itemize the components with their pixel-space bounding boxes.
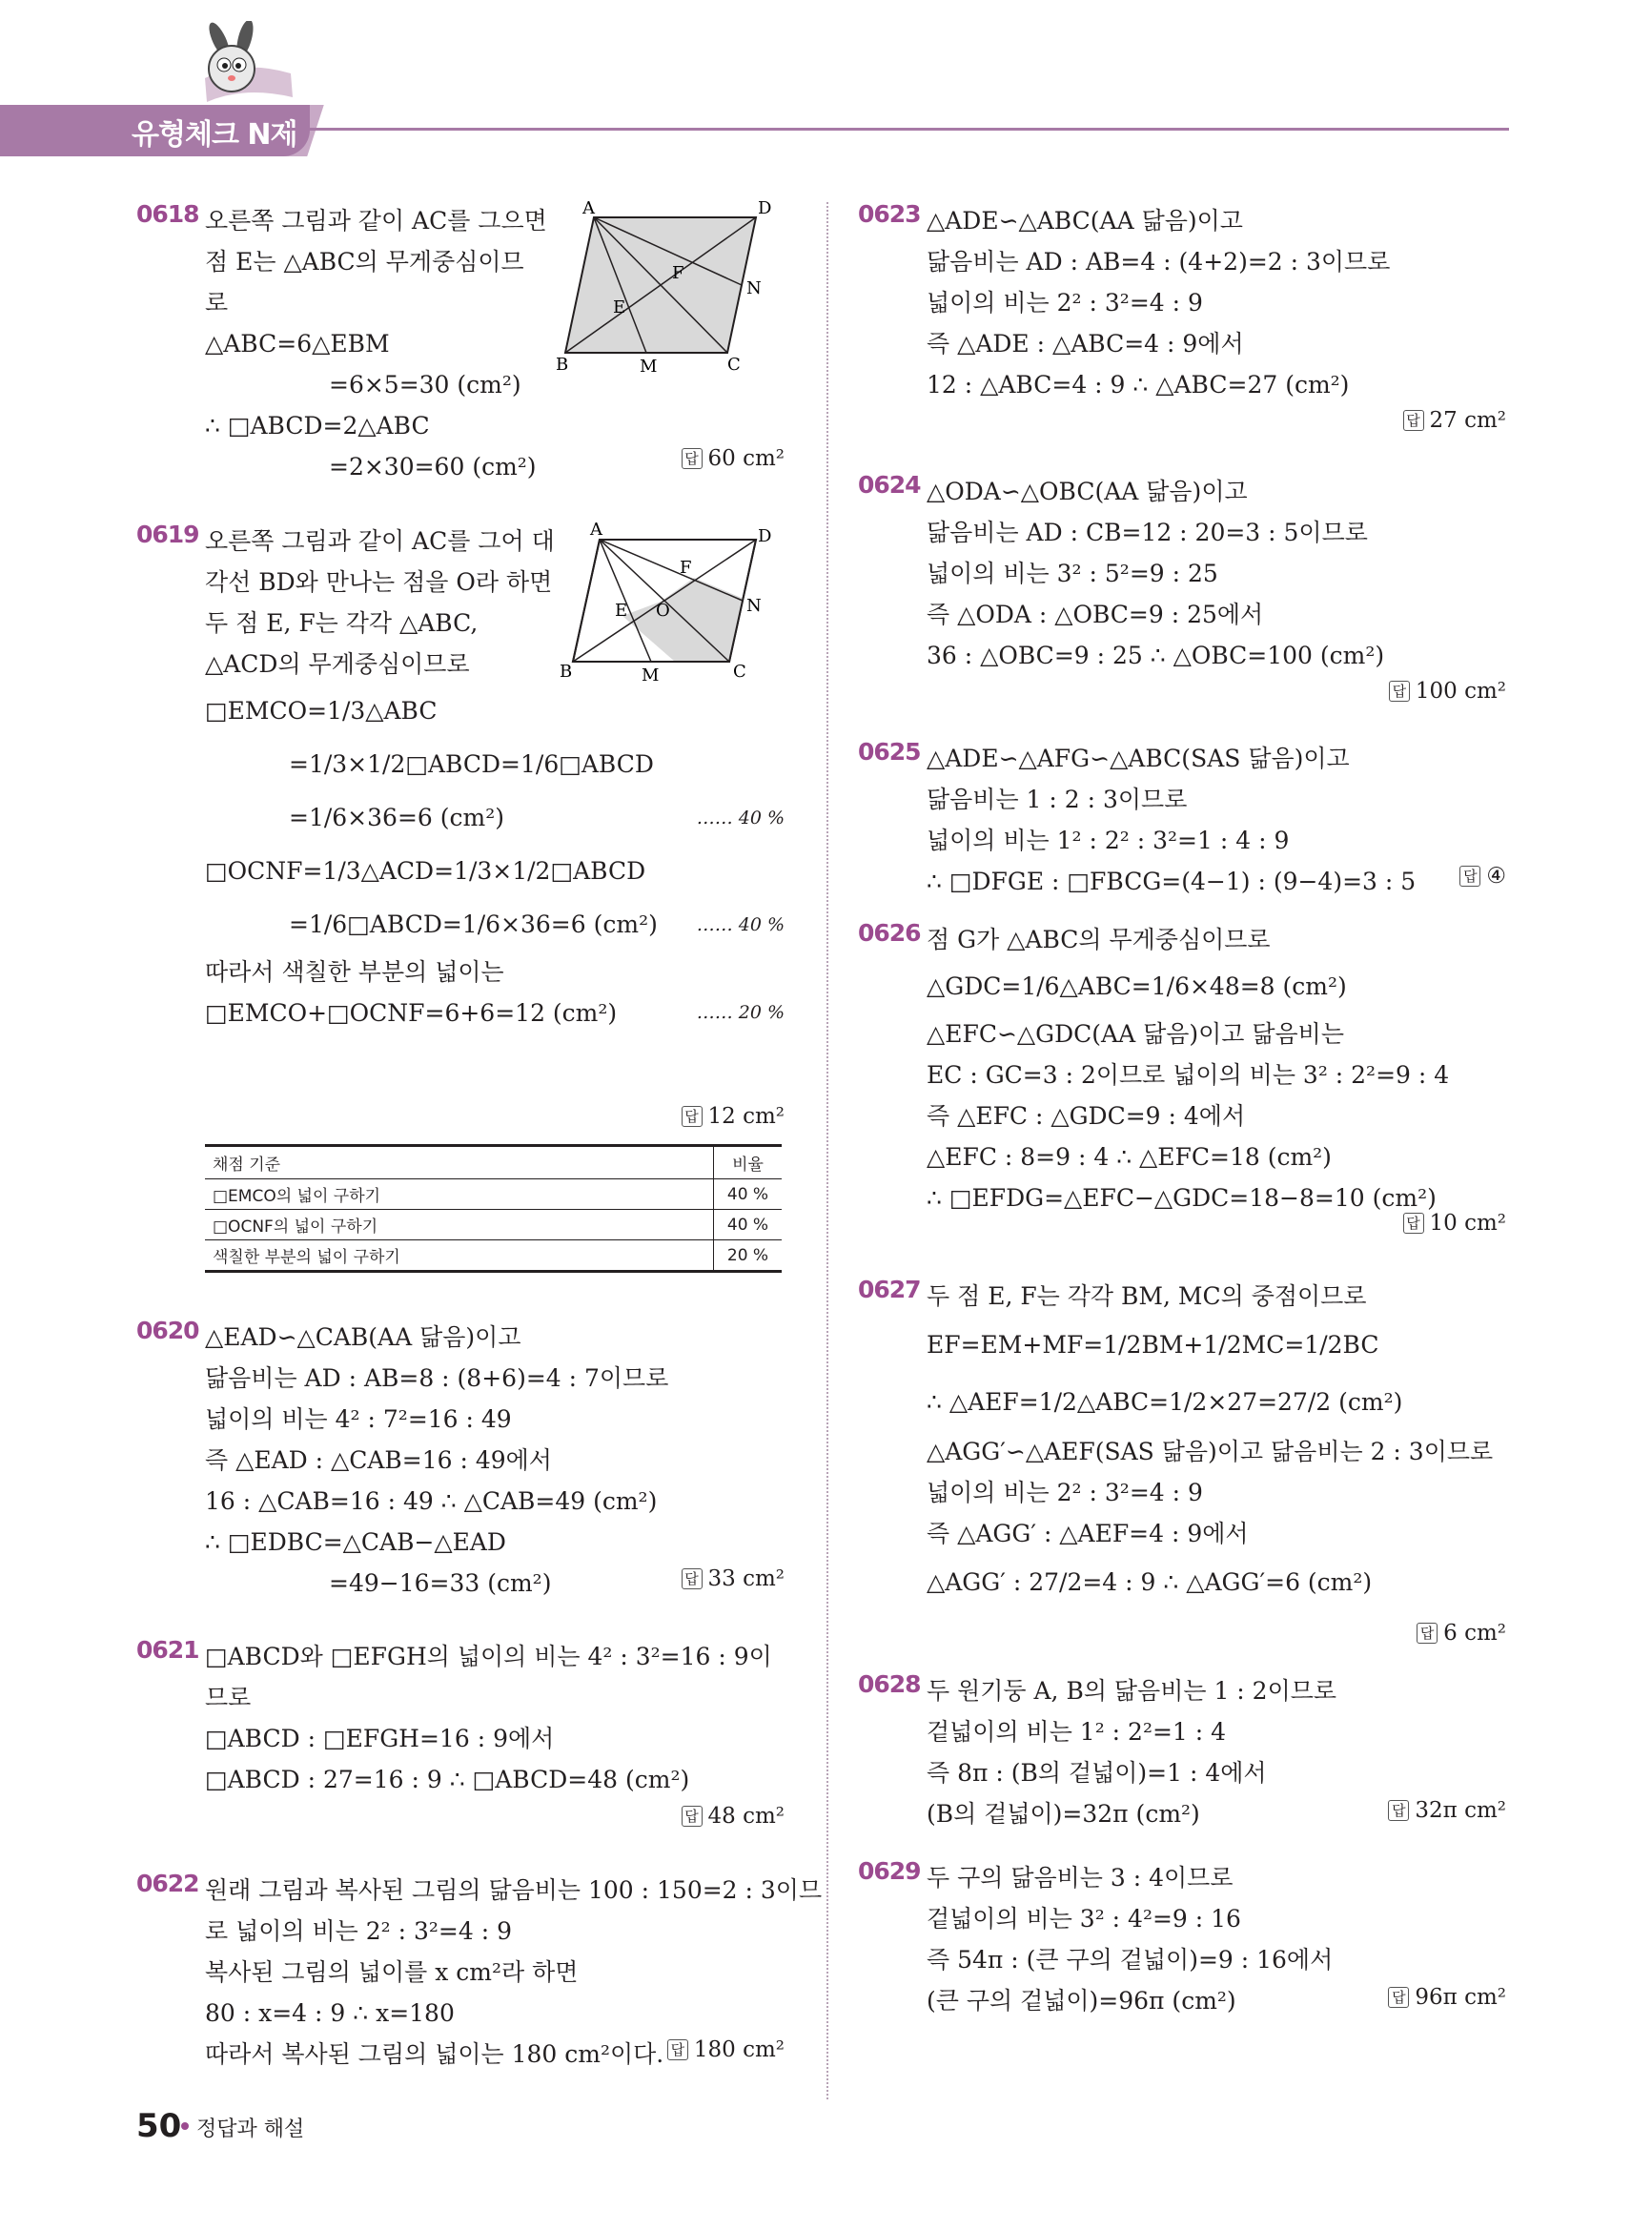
line: 닮음비는 AD : AB=8 : (8+6)=4 : 7이므로 [205, 1364, 669, 1392]
answer [1389, 679, 1506, 704]
label-F: F [672, 263, 684, 283]
label-E: E [613, 297, 626, 317]
line: 닮음비는 1 : 2 : 3이므로 [927, 786, 1188, 813]
right-column [858, 200, 1506, 2038]
line: △AGG′ : 27/2=4 : 9 ∴ △AGG′=6 (cm²) [927, 1568, 1373, 1596]
label-M: M [642, 665, 660, 683]
parallelogram-figure-0619 [556, 521, 775, 683]
line: □ABCD : 27=16 : 9 ∴ □ABCD=48 (cm²) [205, 1766, 690, 1793]
line: 원래 그림과 복사된 그림의 닮음비는 100 : 150=2 : 3이므 [205, 1876, 823, 1904]
line: 점 G가 △ABC의 무게중심이므로 [927, 926, 1271, 953]
line: □ABCD : □EFGH=16 : 9에서 [205, 1725, 555, 1752]
line: □EMCO=1/3△ABC [205, 697, 438, 725]
answer-badge-icon: 답 [682, 1106, 703, 1127]
score-percent: …… 20 % [696, 1002, 785, 1023]
line: △EFC∽△GDC(AA 닮음)이고 닮음비는 [927, 1020, 1344, 1048]
answer [1403, 408, 1507, 433]
answer-badge-icon: 답 [667, 2039, 688, 2060]
line: (B의 겉넓이)=32π (cm²) [927, 1800, 1200, 1828]
bullet-icon [181, 2122, 189, 2130]
problem-0619 [136, 521, 785, 1131]
line: △AGG′∽△AEF(SAS 닮음)이고 닮음비는 2 : 3이므로 [927, 1438, 1494, 1465]
answer [1459, 864, 1506, 889]
problem-number: 0623 [858, 200, 921, 228]
line: 즉 54π : (큰 구의 겉넓이)=9 : 16에서 [927, 1946, 1334, 1974]
line: △GDC=1/6△ABC=1/6×48=8 (cm²) [927, 972, 1347, 1000]
table-row [205, 1179, 782, 1210]
label-N: N [746, 596, 762, 616]
line: 닮음비는 AD : AB=4 : (4+2)=2 : 3이므로 [927, 248, 1391, 276]
label-M: M [640, 357, 658, 372]
line: EF=EM+MF=1/2BM+1/2MC=1/2BC [927, 1331, 1379, 1359]
line: 두 구의 닮음비는 3 : 4이므로 [927, 1864, 1234, 1892]
left-column [136, 200, 823, 2089]
line: △EAD∽△CAB(AA 닮음)이고 [205, 1323, 521, 1351]
page-number: 50 [136, 2107, 182, 2145]
problem-number: 0620 [136, 1317, 199, 1344]
label-C: C [733, 662, 746, 682]
label-N: N [746, 278, 762, 298]
label-B: B [560, 662, 573, 682]
line-text: □EMCO+□OCNF=6+6=12 (cm²) [205, 999, 618, 1027]
answer [1388, 1798, 1506, 1823]
answer-badge-icon: 답 [1417, 1623, 1438, 1644]
score-percent: …… 40 % [696, 914, 785, 935]
line: 즉 △ADE : △ABC=4 : 9에서 [927, 330, 1244, 358]
table-cell: 40 % [714, 1179, 783, 1210]
line: 즉 △AGG′ : △AEF=4 : 9에서 [927, 1520, 1249, 1547]
line: △ACD의 무게중심이므로 [205, 650, 470, 678]
line: 넓이의 비는 4² : 7²=16 : 49 [205, 1405, 512, 1433]
line: 오른쪽 그림과 같이 AC를 그으면 [205, 207, 547, 235]
line: 므로 [205, 1684, 252, 1711]
line: 두 점 E, F는 각각 BM, MC의 중점이므로 [927, 1282, 1367, 1310]
line: 12 : △ABC=4 : 9 ∴ △ABC=27 (cm²) [927, 371, 1350, 399]
problem-number: 0618 [136, 200, 199, 228]
problem-number: 0627 [858, 1276, 921, 1303]
line: 즉 △ODA : △OBC=9 : 25에서 [927, 601, 1264, 628]
line-text: =1/6□ABCD=1/6×36=6 (cm²) [289, 910, 658, 938]
answer-value: 60 cm² [707, 446, 785, 471]
answer-value: 96π cm² [1415, 1985, 1506, 2010]
line: ∴ □EFDG=△EFC−△GDC=18−8=10 (cm²) [927, 1184, 1437, 1212]
line [205, 791, 785, 845]
problem-0618 [136, 200, 785, 496]
line: △ABC=6△EBM [205, 330, 390, 358]
table-row [205, 1210, 782, 1240]
problem-0622 [136, 1870, 823, 2089]
problem-0629 [858, 1857, 1506, 2038]
label-D: D [758, 526, 772, 546]
answer-badge-icon: 답 [682, 1806, 703, 1827]
label-B: B [556, 355, 569, 372]
problem-0623 [858, 200, 1506, 439]
label-E: E [615, 601, 628, 621]
label-A: A [590, 521, 602, 540]
answer-value: 10 cm² [1429, 1211, 1506, 1236]
line: 넓이의 비는 3² : 5²=9 : 25 [927, 560, 1218, 587]
table-cell: 20 % [714, 1240, 783, 1272]
line: (큰 구의 겉넓이)=96π (cm²) [927, 1987, 1236, 2015]
line: □OCNF=1/3△ACD=1/3×1/2□ABCD [205, 857, 646, 885]
line: 넓이의 비는 2² : 3²=4 : 9 [927, 289, 1203, 317]
line: =49−16=33 (cm²) [329, 1569, 552, 1597]
line: 즉 8π : (B의 겉넓이)=1 : 4에서 [927, 1759, 1267, 1787]
line: ∴ □EDBC=△CAB−△EAD [205, 1528, 506, 1556]
line: 각선 BD와 만나는 점을 O라 하면 [205, 568, 553, 596]
line: 즉 △EFC : △GDC=9 : 4에서 [927, 1102, 1246, 1130]
label-O: O [656, 601, 670, 621]
label-A: A [582, 200, 595, 218]
problem-number: 0621 [136, 1636, 199, 1664]
answer-value: 48 cm² [707, 1804, 785, 1829]
table-header [205, 1146, 782, 1179]
line: 닮음비는 AD : CB=12 : 20=3 : 5이므로 [927, 519, 1368, 546]
line: 로 넓이의 비는 2² : 3²=4 : 9 [205, 1917, 512, 1945]
problem-number: 0628 [858, 1670, 921, 1698]
answer-value: 32π cm² [1415, 1798, 1506, 1823]
answer-badge-icon: 답 [1403, 410, 1424, 431]
answer-badge-icon: 답 [1388, 1800, 1409, 1821]
line: 36 : △OBC=9 : 25 ∴ △OBC=100 (cm²) [927, 642, 1385, 669]
answer-badge-icon: 답 [1459, 866, 1480, 887]
line: =6×5=30 (cm²) [329, 371, 521, 399]
line: 겉넓이의 비는 1² : 2²=1 : 4 [927, 1718, 1227, 1746]
table-cell: 40 % [714, 1210, 783, 1240]
answer-value: 6 cm² [1443, 1621, 1506, 1646]
line: 따라서 색칠한 부분의 넓이는 [205, 958, 504, 986]
table-cell: 색칠한 부분의 넓이 구하기 [205, 1240, 714, 1272]
problem-number: 0625 [858, 738, 921, 766]
line [205, 992, 785, 1033]
answer [1417, 1621, 1506, 1646]
problem-number: 0629 [858, 1857, 921, 1885]
answer [682, 1566, 785, 1591]
line: EC : GC=3 : 2이므로 넓이의 비는 3² : 2²=9 : 4 [927, 1061, 1450, 1089]
line: 16 : △CAB=16 : 49 ∴ △CAB=49 (cm²) [205, 1487, 658, 1515]
problem-number: 0619 [136, 521, 199, 548]
answer-value: 33 cm² [707, 1566, 785, 1591]
label-F: F [680, 558, 692, 578]
line: =2×30=60 (cm²) [329, 453, 537, 481]
answer-value: 27 cm² [1429, 408, 1506, 433]
line: =1/3×1/2□ABCD=1/6□ABCD [289, 750, 654, 778]
answer [682, 1804, 785, 1829]
table-cell: □OCNF의 넓이 구하기 [205, 1210, 714, 1240]
problem-0627 [858, 1276, 1506, 1657]
problem-number: 0624 [858, 471, 921, 499]
problem-0628 [858, 1670, 1506, 1852]
line: 겉넓이의 비는 3² : 4²=9 : 16 [927, 1905, 1241, 1933]
answer-badge-icon: 답 [682, 448, 703, 469]
line: △ODA∽△OBC(AA 닮음)이고 [927, 478, 1248, 505]
answer-badge-icon: 답 [682, 1568, 703, 1589]
footer-label: 정답과 해설 [196, 2117, 305, 2141]
answer-value: 100 cm² [1415, 679, 1506, 704]
line: 복사된 그림의 넓이를 x cm²라 하면 [205, 1958, 579, 1986]
line: 로 [205, 289, 229, 317]
rabbit-mascot-icon [186, 21, 300, 112]
line: ∴ □ABCD=2△ABC [205, 412, 430, 440]
label-D: D [758, 200, 772, 218]
problem-0621 [136, 1636, 785, 1841]
problem-number: 0626 [858, 919, 921, 947]
table-header-criteria: 채점 기준 [205, 1146, 714, 1179]
grading-table [205, 1144, 782, 1273]
line [205, 898, 785, 951]
answer [682, 446, 785, 471]
label-C: C [727, 355, 741, 372]
line: □ABCD와 □EFGH의 넓이의 비는 4² : 3²=16 : 9이 [205, 1643, 772, 1670]
answer [667, 2037, 785, 2062]
answer [1388, 1985, 1506, 2010]
line: 점 E는 △ABC의 무게중심이므 [205, 248, 524, 276]
line: ∴ △AEF=1/2△ABC=1/2×27=27/2 (cm²) [927, 1388, 1403, 1416]
column-divider [826, 202, 828, 2099]
problem-0626 [858, 919, 1506, 1272]
score-percent: …… 40 % [696, 808, 785, 829]
line: 오른쪽 그림과 같이 AC를 그어 대 [205, 527, 555, 555]
problem-0625 [858, 738, 1506, 908]
table-row [205, 1240, 782, 1272]
line: 넓이의 비는 2² : 3²=4 : 9 [927, 1479, 1203, 1506]
line: 즉 △EAD : △CAB=16 : 49에서 [205, 1446, 552, 1474]
line: △ADE∽△ABC(AA 닮음)이고 [927, 207, 1243, 235]
line: ∴ □DFGE : □FBCG=(4−1) : (9−4)=3 : 5 [927, 868, 1417, 895]
line: △ADE∽△AFG∽△ABC(SAS 닮음)이고 [927, 745, 1350, 772]
table-cell: □EMCO의 넓이 구하기 [205, 1179, 714, 1210]
answer [682, 1104, 785, 1129]
header-title: 유형체크 N제 [132, 118, 297, 152]
problem-0620 [136, 1317, 785, 1607]
problem-number: 0622 [136, 1870, 199, 1897]
line: 넓이의 비는 1² : 2² : 3²=1 : 4 : 9 [927, 827, 1290, 854]
line: 80 : x=4 : 9 ∴ x=180 [205, 1999, 455, 2027]
answer-value: ④ [1486, 864, 1506, 889]
line: 두 점 E, F는 각각 △ABC, [205, 609, 479, 637]
parallelogram-figure-0618 [556, 200, 775, 372]
answer-value: 12 cm² [707, 1104, 785, 1129]
header-rule [286, 128, 1509, 131]
problem-0624 [858, 471, 1506, 709]
answer-badge-icon: 답 [1403, 1213, 1424, 1234]
answer-badge-icon: 답 [1389, 681, 1410, 702]
answer-value: 180 cm² [693, 2037, 785, 2062]
line-text: =1/6×36=6 (cm²) [289, 804, 504, 831]
table-header-ratio: 비율 [714, 1146, 783, 1179]
line: 두 원기둥 A, B의 닮음비는 1 : 2이므로 [927, 1677, 1337, 1705]
answer [1403, 1211, 1507, 1236]
answer-badge-icon: 답 [1388, 1987, 1409, 2008]
line: 따라서 복사된 그림의 넓이는 180 cm²이다. [205, 2040, 664, 2068]
line: △EFC : 8=9 : 4 ∴ △EFC=18 (cm²) [927, 1143, 1332, 1171]
